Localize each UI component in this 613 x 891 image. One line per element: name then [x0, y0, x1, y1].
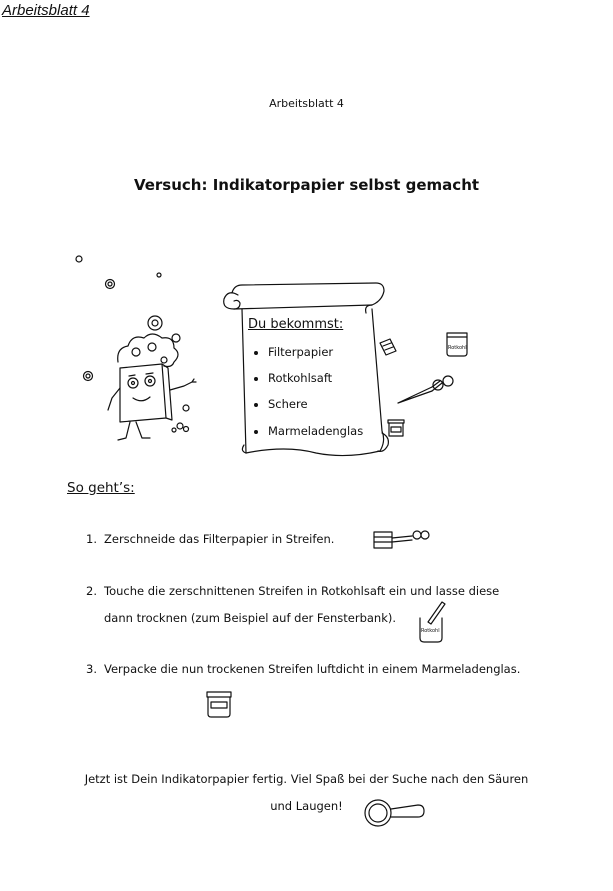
- step-number: 3.: [86, 662, 97, 676]
- bubbling-paper-character-icon: [70, 250, 210, 460]
- closing-line-2: und Laugen!: [270, 799, 343, 813]
- filter-strips-icon: [378, 337, 398, 357]
- materials-item-schere: [254, 397, 308, 411]
- materials-item-filterpapier: [254, 345, 333, 359]
- corner-title: Arbeitsblatt 4: [2, 2, 90, 19]
- step-text: dann trocknen (zum Beispiel auf der Fensterbank).: [104, 611, 397, 625]
- svg-text:Rotkohl: Rotkohl: [448, 345, 467, 351]
- step-1: [86, 526, 334, 553]
- closing-text: [0, 766, 613, 820]
- step-3: [86, 656, 520, 683]
- step-text: Verpacke die nun trockenen Streifen luftdicht in einem Marmeladenglas.: [104, 662, 521, 676]
- svg-text:Rotkohl: Rotkohl: [421, 628, 440, 634]
- step-text: Touche die zerschnittenen Streifen in Rotkohlsaft ein und lasse diese: [104, 584, 500, 598]
- worksheet-subtitle: Arbeitsblatt 4: [269, 97, 344, 110]
- materials-heading: Du bekommst:: [248, 317, 344, 332]
- materials-item-label: Rotkohlsaft: [268, 371, 333, 385]
- step-text: Zerschneide das Filterpapier in Streifen.: [104, 532, 335, 546]
- scissors-strip-icon: [372, 526, 432, 552]
- bullet-icon: [254, 403, 258, 407]
- closed-jar-icon: [204, 690, 234, 720]
- materials-item-marmeladenglas: [254, 424, 363, 438]
- materials-item-label: Marmeladenglas: [268, 424, 364, 438]
- step-number: 2.: [86, 584, 97, 598]
- bullet-icon: [254, 430, 258, 434]
- bullet-icon: [254, 351, 258, 355]
- small-jar-icon: [386, 418, 406, 440]
- closing-line-1: Jetzt ist Dein Indikatorpapier fertig. Viel Spaß bei der Suche nach den Säuren: [84, 772, 529, 786]
- jam-jar-icon: [444, 331, 470, 357]
- dipping-strip-icon: [418, 598, 448, 644]
- step-number: 1.: [86, 532, 97, 546]
- page-title: Versuch: Indikatorpapier selbst gemacht: [133, 176, 480, 194]
- materials-item-label: Filterpapier: [268, 345, 334, 359]
- scissors-icon: [396, 375, 456, 407]
- materials-item-label: Schere: [268, 397, 308, 411]
- materials-item-rotkohlsaft: [254, 371, 332, 385]
- magnifying-glass-icon: [362, 796, 428, 830]
- bullet-icon: [254, 377, 258, 381]
- instructions-heading: So geht’s:: [67, 480, 135, 496]
